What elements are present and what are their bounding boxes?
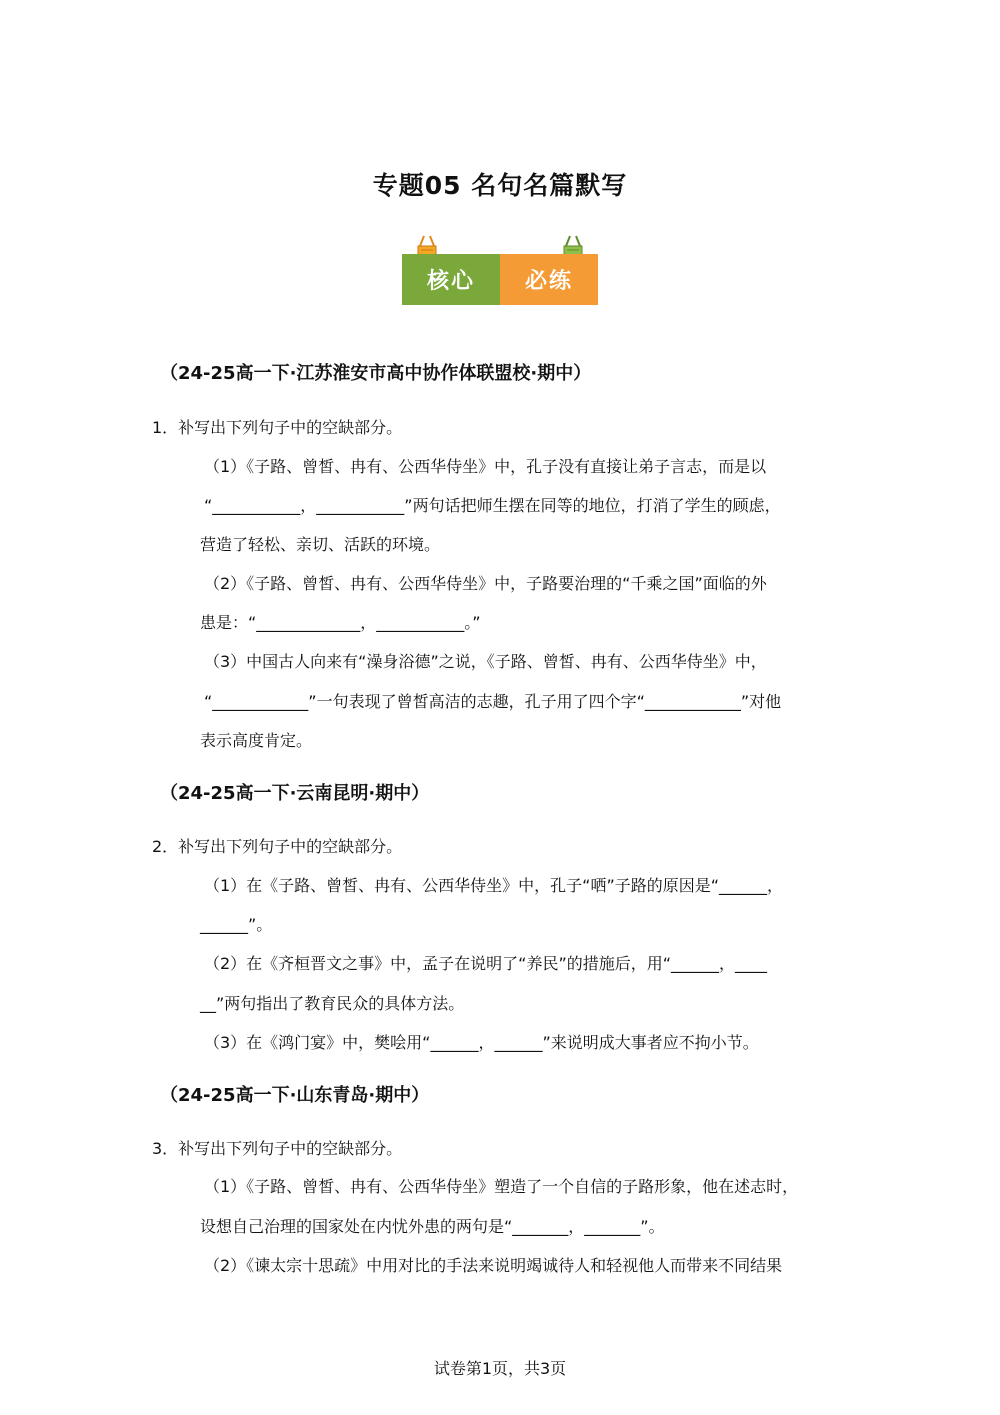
question-line: 营造了轻松、亲切、活跃的环境。 <box>200 535 441 554</box>
section-source-heading: （24-25高一下·江苏淮安市高中协作体联盟校·期中） <box>160 363 592 384</box>
question-line: （2）《子路、曾皙、冉有、公西华侍坐》中，子路要治理的“千乘之国”面临的外 <box>204 574 767 593</box>
badge-practice-label: 必练 <box>500 254 598 305</box>
question-line: （1）《子路、曾皙、冉有、公西华侍坐》中，孔子没有直接让弟子言志，而是以 <box>204 457 767 476</box>
question-line: （3）在《鸿门宴》中，樊哙用“______，______”来说明成大事者应不拘小节。 <box>204 1033 759 1052</box>
page-title: 专题05 名句名篇默写 <box>372 171 628 200</box>
section-source-heading: （24-25高一下·云南昆明·期中） <box>160 783 430 804</box>
section-source-heading: （24-25高一下·山东青岛·期中） <box>160 1085 430 1106</box>
question-line: （2）在《齐桓晋文之事》中，孟子在说明了“养民”的措施后，用“______，____ <box>204 954 768 973</box>
question-stem: 1．补写出下列句子中的空缺部分。 <box>152 418 403 437</box>
question-line: （3）中国古人向来有“澡身浴德”之说，《子路、曾皙、冉有、公西华侍坐》中， <box>204 652 767 671</box>
question-line: 患是：“_____________，___________。” <box>200 613 481 632</box>
question-line: __”两句指出了教育民众的具体方法。 <box>200 994 465 1013</box>
question-line: 表示高度肯定。 <box>200 731 313 750</box>
question-stem: 3．补写出下列句子中的空缺部分。 <box>152 1139 403 1158</box>
question-line: （1）在《子路、曾皙、冉有、公西华侍坐》中，孔子“哂”子路的原因是“______， <box>204 876 784 895</box>
page-footer: 试卷第1页，共3页 <box>433 1359 567 1378</box>
question-line: （2）《谏太宗十思疏》中用对比的手法来说明竭诚待人和轻视他人而带来不同结果 <box>204 1256 783 1275</box>
question-line: （1）《子路、曾皙、冉有、公西华侍坐》塑造了一个自信的子路形象，他在述志时， <box>204 1177 799 1196</box>
question-stem: 2．补写出下列句子中的空缺部分。 <box>152 837 403 856</box>
question-line: 设想自己治理的国家处在内忧外患的两句是“_______，_______”。 <box>200 1217 665 1236</box>
badge-core-label: 核心 <box>402 254 500 305</box>
question-line: ______”。 <box>200 915 273 934</box>
question-line: “____________”一句表现了曾皙高洁的志趣，孔子用了四个字“____________”对他 <box>204 692 782 711</box>
question-line: “___________，___________”两句话把师生摆在同等的地位，打消了学生的顾虑， <box>204 496 781 515</box>
core-practice-badge <box>402 234 598 308</box>
